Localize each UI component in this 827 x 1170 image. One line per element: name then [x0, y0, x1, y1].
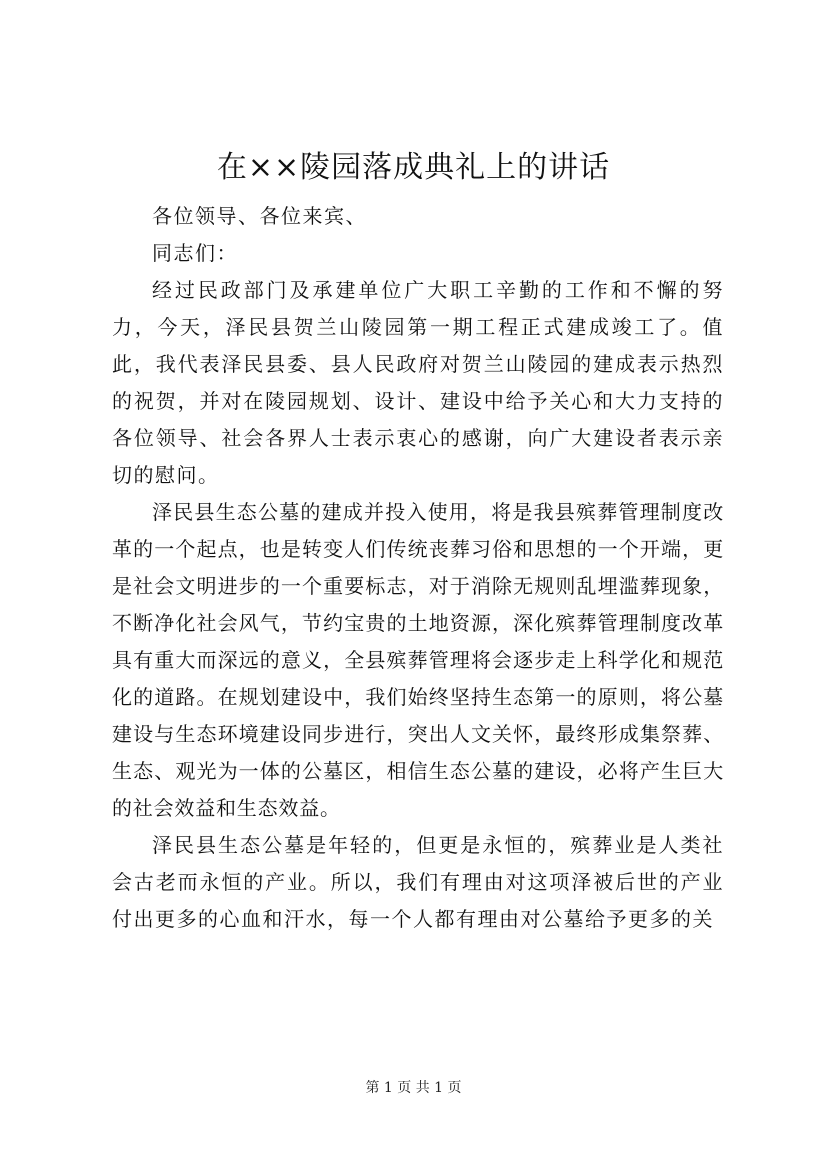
paragraph-2: 泽民县生态公墓的建成并投入使用，将是我县殡葬管理制度改革的一个起点，也是转变人们传统丧葬习俗和思想的一个开端，更是社会文明进步的一个重要标志，对于消除无规则乱埋滥葬现象，不断净化社会风气，节约宝贵的土地资源，深化殡葬管理制度改革具有重大而深远的意义，全县殡葬管理将会逐步走上科学化和规范化的道路。在规划建设中，我们始终坚持生态第一的原则，将公墓建设与生态环境建设同步进行，突出人文关怀，最终形成集祭葬、生态、观光为一体的公墓区，相信生态公墓的建设，必将产生巨大的社会效益和生态效益。: [112, 500, 724, 820]
document-title: 在××陵园落成典礼上的讲话: [216, 150, 611, 185]
document-body: [112, 198, 724, 938]
salutation-comrades: 同志们：: [152, 241, 238, 265]
paragraph-1: 经过民政部门及承建单位广大职工辛勤的工作和不懈的努力，今天，泽民县贺兰山陵园第一期工程正式建成竣工了。值此，我代表泽民县委、县人民政府对贺兰山陵园的建成表示热烈的祝贺，并对在陵园规划、设计、建设中给予关心和大力支持的各位领导、社会各界人士表示衷心的感谢，向广大建设者表示亲切的慰问。: [112, 278, 724, 487]
page-footer: 第 1 页 共 1 页: [365, 1080, 462, 1096]
salutation-leaders: 各位领导、各位来宾、: [152, 204, 367, 228]
paragraph-3: 泽民县生态公墓是年轻的，但更是永恒的，殡葬业是人类社会古老而永恒的产业。所以，我们有理由对这项泽被后世的产业付出更多的心血和汗水，每一个人都有理由对公墓给予更多的关: [112, 833, 724, 931]
